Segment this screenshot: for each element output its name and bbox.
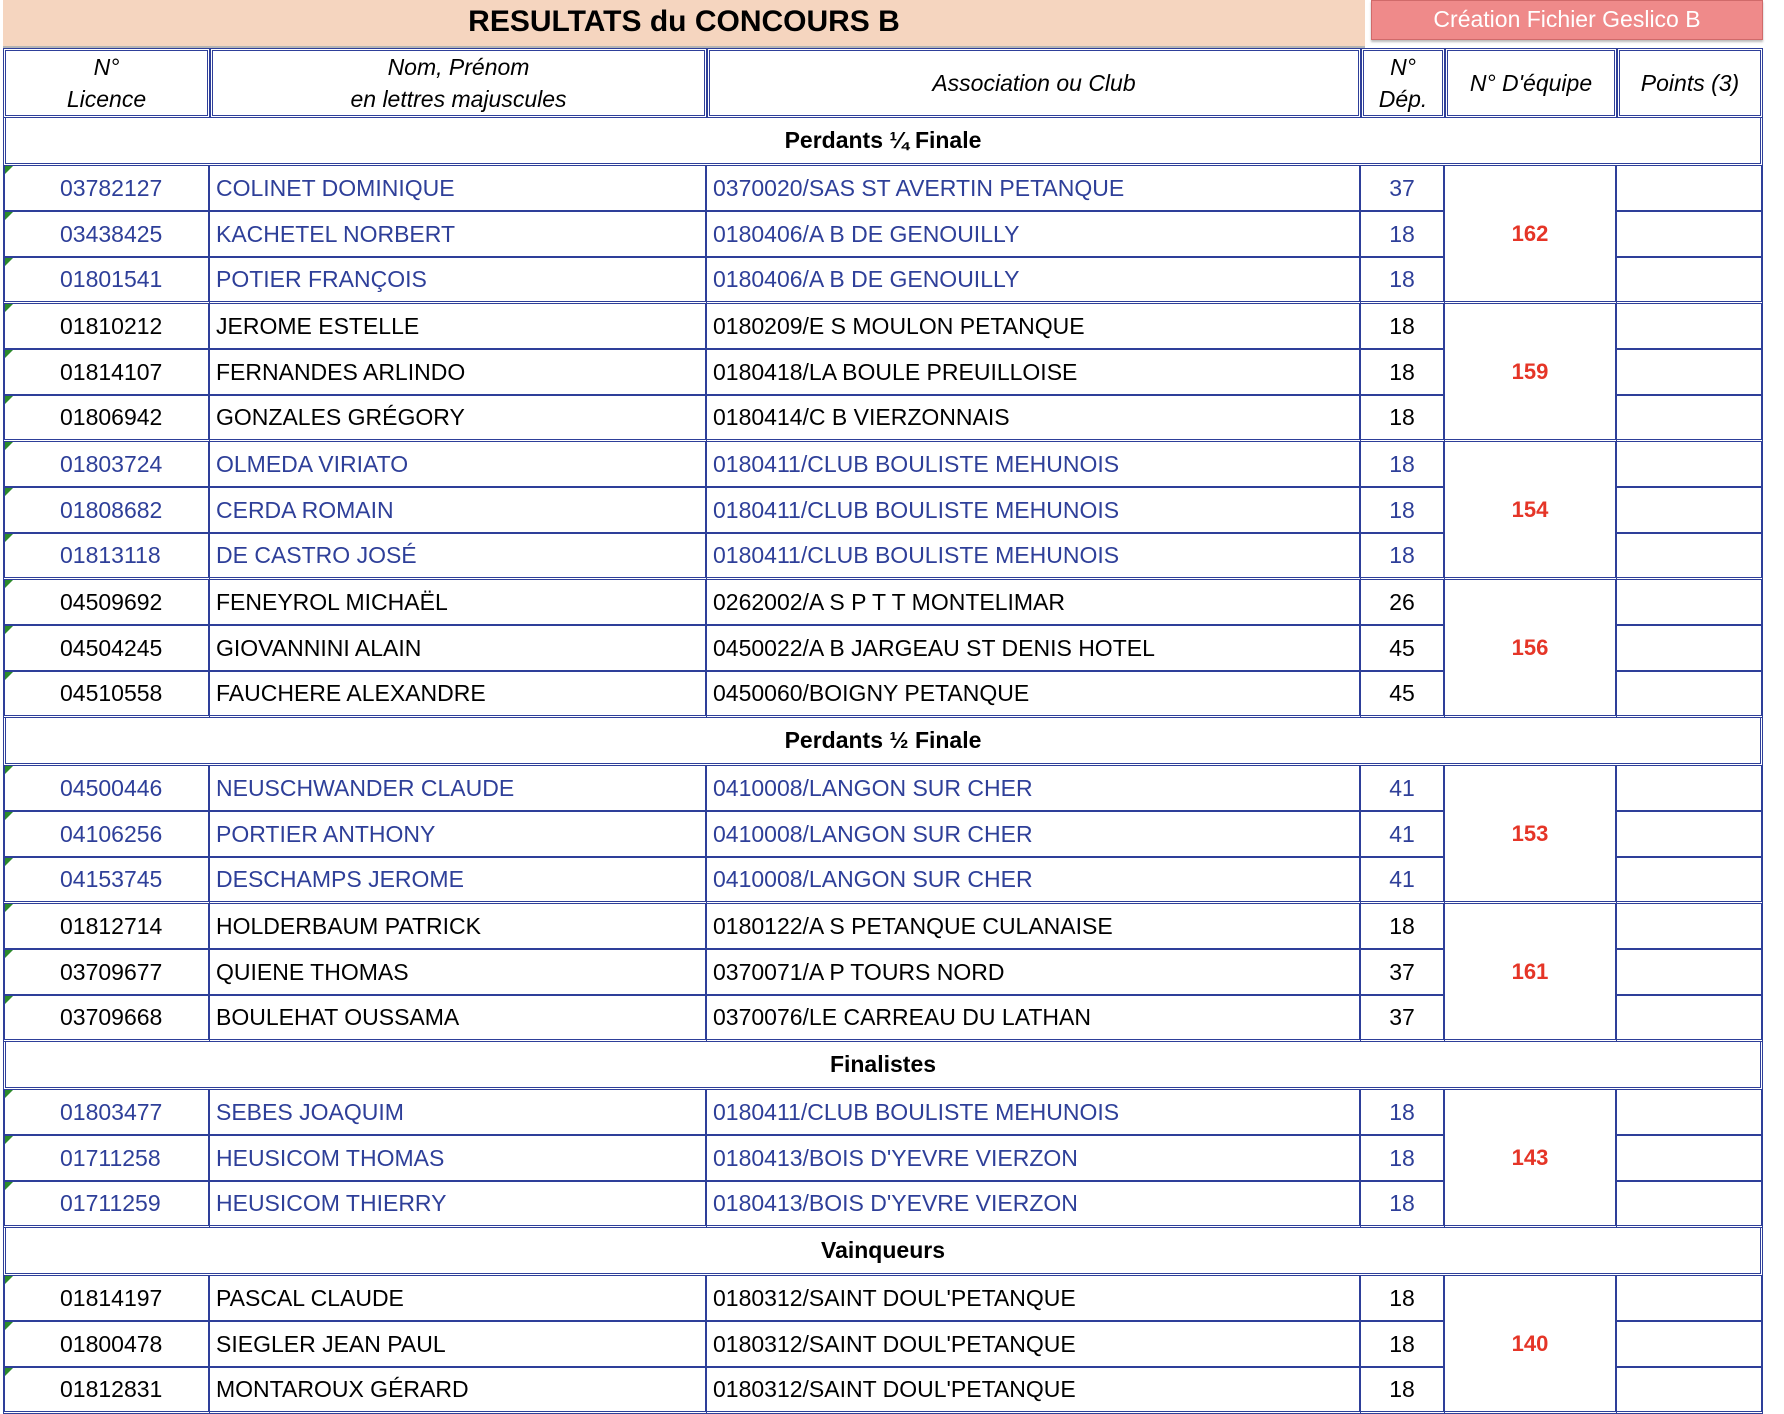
player-row: [3, 904, 1763, 950]
name-cell[interactable]: MONTAROUX GÉRARD: [210, 1368, 707, 1414]
name-cell[interactable]: SEBES JOAQUIM: [210, 1090, 707, 1136]
club-cell[interactable]: 0180411/CLUB BOULISTE MEHUNOIS: [707, 488, 1361, 534]
dep-cell[interactable]: 18: [1361, 534, 1445, 580]
name-cell[interactable]: HOLDERBAUM PATRICK: [210, 904, 707, 950]
header-nom-line2: en lettres majuscules: [350, 86, 567, 112]
name-cell[interactable]: KACHETEL NORBERT: [210, 212, 707, 258]
section-label[interactable]: Perdants ½ Finale: [3, 718, 1763, 766]
licence-cell[interactable]: 03782127: [3, 166, 210, 212]
section-label[interactable]: Finalistes: [3, 1042, 1763, 1090]
header-equipe[interactable]: N° D'équipe: [1445, 48, 1617, 118]
points-cell[interactable]: [1617, 950, 1763, 996]
licence-cell[interactable]: 04106256: [3, 812, 210, 858]
name-cell[interactable]: COLINET DOMINIQUE: [210, 166, 707, 212]
licence-cell[interactable]: 03709668: [3, 996, 210, 1042]
name-cell[interactable]: PASCAL CLAUDE: [210, 1276, 707, 1322]
points-cell[interactable]: [1617, 396, 1763, 442]
player-row: [3, 1090, 1763, 1136]
section-row: [3, 1228, 1763, 1276]
points-cell[interactable]: [1617, 1276, 1763, 1322]
dep-cell[interactable]: 18: [1361, 304, 1445, 350]
dep-cell[interactable]: 18: [1361, 1136, 1445, 1182]
dep-cell[interactable]: 18: [1361, 904, 1445, 950]
club-cell[interactable]: 0180122/A S PETANQUE CULANAISE: [707, 904, 1361, 950]
header-points[interactable]: Points (3): [1617, 48, 1763, 118]
name-cell[interactable]: NEUSCHWANDER CLAUDE: [210, 766, 707, 812]
section-label[interactable]: Perdants ¼ Finale: [3, 118, 1763, 166]
club-cell[interactable]: 0180413/BOIS D'YEVRE VIERZON: [707, 1136, 1361, 1182]
licence-cell[interactable]: 04509692: [3, 580, 210, 626]
licence-cell[interactable]: 01803724: [3, 442, 210, 488]
licence-cell[interactable]: 04510558: [3, 672, 210, 718]
player-row: [3, 766, 1763, 812]
team-number-cell[interactable]: 143: [1445, 1090, 1617, 1228]
header-dep-line2: Dép.: [1378, 86, 1428, 112]
name-cell[interactable]: DE CASTRO JOSÉ: [210, 534, 707, 580]
name-cell[interactable]: DESCHAMPS JEROME: [210, 858, 707, 904]
dep-cell[interactable]: 37: [1361, 166, 1445, 212]
points-cell[interactable]: [1617, 1182, 1763, 1228]
licence-cell[interactable]: 01806942: [3, 396, 210, 442]
header-licence-line1: N°: [93, 54, 120, 80]
team-number-cell[interactable]: 154: [1445, 442, 1617, 580]
club-cell[interactable]: 0180418/LA BOULE PREUILLOISE: [707, 350, 1361, 396]
team-number-cell[interactable]: 159: [1445, 304, 1617, 442]
club-cell[interactable]: 0262002/A S P T T MONTELIMAR: [707, 580, 1361, 626]
team-number-cell[interactable]: 162: [1445, 166, 1617, 304]
licence-cell[interactable]: 01813118: [3, 534, 210, 580]
header-licence[interactable]: [3, 48, 210, 118]
points-cell[interactable]: [1617, 1090, 1763, 1136]
club-cell[interactable]: 0180411/CLUB BOULISTE MEHUNOIS: [707, 442, 1361, 488]
dep-cell[interactable]: 18: [1361, 212, 1445, 258]
club-cell[interactable]: 0180411/CLUB BOULISTE MEHUNOIS: [707, 534, 1361, 580]
dep-cell[interactable]: 37: [1361, 950, 1445, 996]
points-cell[interactable]: [1617, 1322, 1763, 1368]
points-cell[interactable]: [1617, 258, 1763, 304]
header-nom-line1: Nom, Prénom: [387, 54, 530, 80]
name-cell[interactable]: HEUSICOM THIERRY: [210, 1182, 707, 1228]
club-cell[interactable]: 0180312/SAINT DOUL'PETANQUE: [707, 1368, 1361, 1414]
licence-cell[interactable]: 04504245: [3, 626, 210, 672]
dep-cell[interactable]: 18: [1361, 350, 1445, 396]
page-title: RESULTATS du CONCOURS B: [3, 0, 1365, 48]
player-row: [3, 1276, 1763, 1322]
licence-cell[interactable]: 01711258: [3, 1136, 210, 1182]
create-geslico-file-button[interactable]: Création Fichier Geslico B: [1371, 0, 1763, 40]
name-cell[interactable]: FERNANDES ARLINDO: [210, 350, 707, 396]
dep-cell[interactable]: 18: [1361, 442, 1445, 488]
player-row: [3, 304, 1763, 350]
club-cell[interactable]: 0450022/A B JARGEAU ST DENIS HOTEL: [707, 626, 1361, 672]
licence-cell[interactable]: 01814197: [3, 1276, 210, 1322]
points-cell[interactable]: [1617, 1368, 1763, 1414]
points-cell[interactable]: [1617, 626, 1763, 672]
header-dep[interactable]: [1361, 48, 1445, 118]
points-cell[interactable]: [1617, 1136, 1763, 1182]
licence-cell[interactable]: 01800478: [3, 1322, 210, 1368]
licence-cell[interactable]: 01808682: [3, 488, 210, 534]
dep-cell[interactable]: 18: [1361, 258, 1445, 304]
section-label[interactable]: Vainqueurs: [3, 1228, 1763, 1276]
points-cell[interactable]: [1617, 672, 1763, 718]
team-number-cell[interactable]: 153: [1445, 766, 1617, 904]
results-body: [3, 118, 1763, 1414]
points-cell[interactable]: [1617, 766, 1763, 812]
licence-cell[interactable]: 01812831: [3, 1368, 210, 1414]
licence-cell[interactable]: 01711259: [3, 1182, 210, 1228]
club-cell[interactable]: 0180209/E S MOULON PETANQUE: [707, 304, 1361, 350]
name-cell[interactable]: QUIENE THOMAS: [210, 950, 707, 996]
points-cell[interactable]: [1617, 304, 1763, 350]
club-cell[interactable]: 0180312/SAINT DOUL'PETANQUE: [707, 1322, 1361, 1368]
name-cell[interactable]: SIEGLER JEAN PAUL: [210, 1322, 707, 1368]
dep-cell[interactable]: 18: [1361, 1322, 1445, 1368]
dep-cell[interactable]: 45: [1361, 626, 1445, 672]
club-cell[interactable]: 0180413/BOIS D'YEVRE VIERZON: [707, 1182, 1361, 1228]
section-row: [3, 718, 1763, 766]
points-cell[interactable]: [1617, 350, 1763, 396]
club-cell[interactable]: 0180406/A B DE GENOUILLY: [707, 258, 1361, 304]
club-cell[interactable]: 0180411/CLUB BOULISTE MEHUNOIS: [707, 1090, 1361, 1136]
dep-cell[interactable]: 18: [1361, 1090, 1445, 1136]
club-cell[interactable]: 0410008/LANGON SUR CHER: [707, 812, 1361, 858]
name-cell[interactable]: CERDA ROMAIN: [210, 488, 707, 534]
points-cell[interactable]: [1617, 488, 1763, 534]
dep-cell[interactable]: 18: [1361, 1182, 1445, 1228]
dep-cell[interactable]: 41: [1361, 766, 1445, 812]
name-cell[interactable]: FAUCHERE ALEXANDRE: [210, 672, 707, 718]
points-cell[interactable]: [1617, 996, 1763, 1042]
dep-cell[interactable]: 26: [1361, 580, 1445, 626]
dep-cell[interactable]: 18: [1361, 488, 1445, 534]
header-club[interactable]: Association ou Club: [707, 48, 1361, 118]
club-cell[interactable]: 0180414/C B VIERZONNAIS: [707, 396, 1361, 442]
dep-cell[interactable]: 18: [1361, 1276, 1445, 1322]
player-row: [3, 442, 1763, 488]
licence-cell[interactable]: 04153745: [3, 858, 210, 904]
club-cell[interactable]: 0180406/A B DE GENOUILLY: [707, 212, 1361, 258]
club-cell[interactable]: 0410008/LANGON SUR CHER: [707, 766, 1361, 812]
licence-cell[interactable]: 01810212: [3, 304, 210, 350]
club-cell[interactable]: 0370071/A P TOURS NORD: [707, 950, 1361, 996]
club-cell[interactable]: 0450060/BOIGNY PETANQUE: [707, 672, 1361, 718]
club-cell[interactable]: 0370020/SAS ST AVERTIN PETANQUE: [707, 166, 1361, 212]
player-row: [3, 166, 1763, 212]
results-sheet: [3, 0, 1763, 1414]
licence-cell[interactable]: 01814107: [3, 350, 210, 396]
team-number-cell[interactable]: 156: [1445, 580, 1617, 718]
dep-cell[interactable]: 18: [1361, 396, 1445, 442]
licence-cell[interactable]: 03709677: [3, 950, 210, 996]
licence-cell[interactable]: 01803477: [3, 1090, 210, 1136]
points-cell[interactable]: [1617, 442, 1763, 488]
points-cell[interactable]: [1617, 534, 1763, 580]
header-nom[interactable]: [210, 48, 707, 118]
header-row: [3, 48, 1763, 118]
header-licence-line2: Licence: [66, 86, 147, 112]
name-cell[interactable]: GIOVANNINI ALAIN: [210, 626, 707, 672]
section-row: [3, 118, 1763, 166]
name-cell[interactable]: POTIER FRANÇOIS: [210, 258, 707, 304]
name-cell[interactable]: BOULEHAT OUSSAMA: [210, 996, 707, 1042]
name-cell[interactable]: GONZALES GRÉGORY: [210, 396, 707, 442]
points-cell[interactable]: [1617, 812, 1763, 858]
dep-cell[interactable]: 41: [1361, 858, 1445, 904]
licence-cell[interactable]: 01812714: [3, 904, 210, 950]
licence-cell[interactable]: 01801541: [3, 258, 210, 304]
club-cell[interactable]: 0410008/LANGON SUR CHER: [707, 858, 1361, 904]
player-row: [3, 580, 1763, 626]
name-cell[interactable]: OLMEDA VIRIATO: [210, 442, 707, 488]
section-row: [3, 1042, 1763, 1090]
name-cell[interactable]: FENEYROL MICHAËL: [210, 580, 707, 626]
points-cell[interactable]: [1617, 904, 1763, 950]
name-cell[interactable]: HEUSICOM THOMAS: [210, 1136, 707, 1182]
club-cell[interactable]: 0180312/SAINT DOUL'PETANQUE: [707, 1276, 1361, 1322]
dep-cell[interactable]: 41: [1361, 812, 1445, 858]
dep-cell[interactable]: 18: [1361, 1368, 1445, 1414]
licence-cell[interactable]: 03438425: [3, 212, 210, 258]
results-table: [3, 48, 1763, 1414]
club-cell[interactable]: 0370076/LE CARREAU DU LATHAN: [707, 996, 1361, 1042]
name-cell[interactable]: PORTIER ANTHONY: [210, 812, 707, 858]
team-number-cell[interactable]: 140: [1445, 1276, 1617, 1414]
team-number-cell[interactable]: 161: [1445, 904, 1617, 1042]
points-cell[interactable]: [1617, 212, 1763, 258]
licence-cell[interactable]: 04500446: [3, 766, 210, 812]
dep-cell[interactable]: 37: [1361, 996, 1445, 1042]
name-cell[interactable]: JEROME ESTELLE: [210, 304, 707, 350]
dep-cell[interactable]: 45: [1361, 672, 1445, 718]
points-cell[interactable]: [1617, 858, 1763, 904]
points-cell[interactable]: [1617, 166, 1763, 212]
top-bar: [3, 0, 1763, 48]
points-cell[interactable]: [1617, 580, 1763, 626]
header-dep-line1: N°: [1390, 54, 1416, 80]
